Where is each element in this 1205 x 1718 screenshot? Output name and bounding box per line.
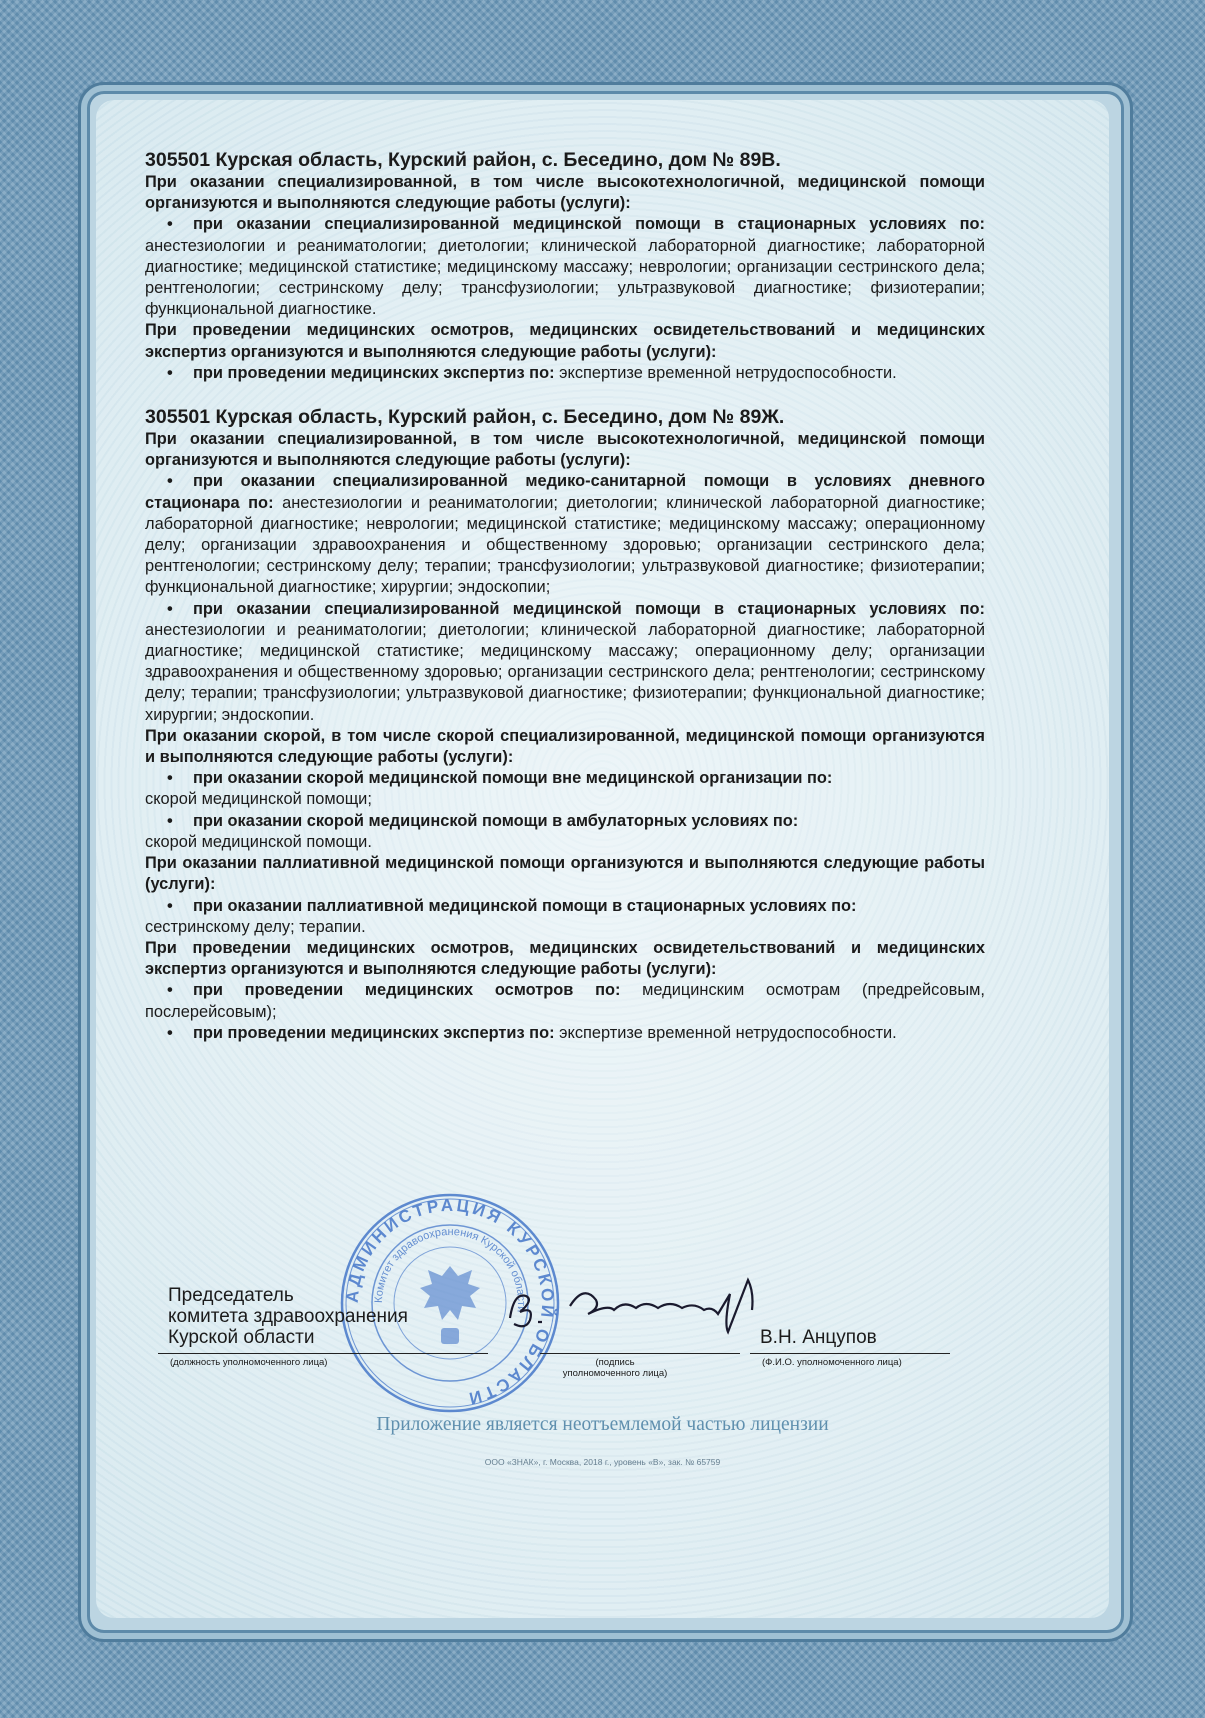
address-89v: 305501 Курская область, Курский район, с. Беседино, дом № 89В. <box>145 149 781 171</box>
heading-palliative: При оказании паллиативной медицинской помощи организуются и выполняются следующие работы (услуги): <box>145 854 985 894</box>
document-body <box>145 148 985 1044</box>
bullet-dot-icon: • <box>167 896 173 915</box>
bullet-dot-icon: • <box>167 811 173 830</box>
bullet-palliative: • при оказании паллиативной медицинской помощи в стационарных условиях по: <box>145 896 985 917</box>
bullet-emergency-outpatient: • при оказании скорой медицинской помощи в амбулаторных условиях по: <box>145 811 985 832</box>
position-underline <box>158 1353 488 1354</box>
bullet-dot-icon: • <box>167 981 173 1000</box>
bullet-day-hospital: • при оказании специализированной медико-санитарной помощи в условиях дневного стационара по: анестезиологии и реаниматологии; диетологии; клинической лабораторной диагностике; лабораторной диагностике; неврологии; медицинской статистике; медицинскому массажу; операционному делу; организации здравоохранения и общественному здоровью; организации сестринского дела; рентгенологии; сестринскому делу; терапии; трансфузиологии; ультразвуковой диагностике; физиотерапии; функциональной диагностике; хирургии; эндоскопии; <box>145 472 985 597</box>
name-caption: (Ф.И.О. уполномоченного лица) <box>762 1357 902 1368</box>
bullet-dot-icon: • <box>167 769 173 788</box>
bullet-expertise-1: • при проведении медицинских экспертиз по: экспертизе временной нетрудоспособности. <box>145 363 985 384</box>
section-gap <box>145 384 985 405</box>
heading-emergency: При оказании скорой, в том числе скорой специализированной, медицинской помощи организуются и выполняются следующие работы (услуги): <box>145 726 985 767</box>
name-underline <box>750 1353 950 1354</box>
signature-block <box>150 1285 1000 1425</box>
bullet-expertise-2: • при проведении медицинских экспертиз по: экспертизе временной нетрудоспособности. <box>145 1023 985 1044</box>
bullet-emergency-outpatient-text: скорой медицинской помощи. <box>145 832 372 851</box>
bullet-dot-icon: • <box>167 1023 173 1042</box>
signature-underline <box>540 1353 740 1354</box>
official-position: Председатель комитета здравоохранения Курской области <box>168 1285 408 1348</box>
stamp-ring-text: АДМИНИСТРАЦИЯ КУРСКОЙ ОБЛАСТИ <box>342 1195 558 1409</box>
position-caption: (должность уполномоченного лица) <box>170 1357 328 1368</box>
bullet-emergency-outside: • при оказании скорой медицинской помощи вне медицинской организации по: <box>145 768 985 789</box>
printer-imprint: ООО «ЗНАК», г. Москва, 2018 г., уровень «В», зак. № 65759 <box>484 1457 721 1467</box>
bullet-dot-icon: • <box>167 215 173 234</box>
bullet-dot-icon: • <box>167 363 173 382</box>
official-name: В.Н. Анцупов <box>760 1327 877 1348</box>
bullet-inpatient-2: • при оказании специализированной медицинской помощи в стационарных условиях по: анестезиологии и реаниматологии; диетологии; клинической лабораторной диагностике; лабораторной диагностике; медицинской статистике; медицинскому массажу; операционному делу; организации здравоохранения и общественному здоровью; организации сестринского дела; рентгенологии; сестринскому делу; терапии; трансфузиологии; ультразвуковой диагностике; физиотерапии; функциональной диагностике; хирургии; эндоскопии. <box>145 599 985 724</box>
appendix-note: Приложение является неотъемлемой частью лицензии <box>376 1414 829 1435</box>
stamp-inner-text: Комитет здравоохранения Курской области <box>372 1225 528 1313</box>
signature-caption: (подпись уполномоченного лица) <box>562 1357 668 1379</box>
bullet-dot-icon: • <box>167 472 173 491</box>
bullet-palliative-text: сестринскому делу; терапии. <box>145 917 366 936</box>
address-89zh: 305501 Курская область, Курский район, с. Беседино, дом № 89Ж. <box>145 406 785 429</box>
bullet-medical-checkups: • при проведении медицинских осмотров по: медицинским осмотрам (предрейсовым, послерейсовым); <box>145 981 985 1021</box>
heading-specialized-1: При оказании специализированной, в том числе высокотехнологичной, медицинской помощи организуются и выполняются следующие работы (услуги): <box>145 173 985 213</box>
heading-specialized-2: При оказании специализированной, в том числе высокотехнологичной, медицинской помощи организуются и выполняются следующие работы (услуги): <box>145 430 985 470</box>
bullet-inpatient-1: • при оказании специализированной медицинской помощи в стационарных условиях по: анестезиологии и реаниматологии; диетологии; клинической лабораторной диагностике; лабораторной диагностике; медицинской статистике; медицинскому массажу; неврологии; организации сестринского дела; рентгенологии; сестринскому делу; трансфузиологии; ультразвуковой диагностике; физиотерапии; функциональной диагностике. <box>145 215 985 319</box>
bullet-emergency-outside-text: скорой медицинской помощи; <box>145 790 372 809</box>
bullet-dot-icon: • <box>167 599 173 618</box>
heading-examinations-1: При проведении медицинских осмотров, медицинских освидетельствований и медицинских экспертиз организуются и выполняются следующие работы (услуги): <box>145 321 985 361</box>
heading-examinations-2: При проведении медицинских осмотров, медицинских освидетельствований и медицинских экспертиз организуются и выполняются следующие работы (услуги): <box>145 938 985 979</box>
